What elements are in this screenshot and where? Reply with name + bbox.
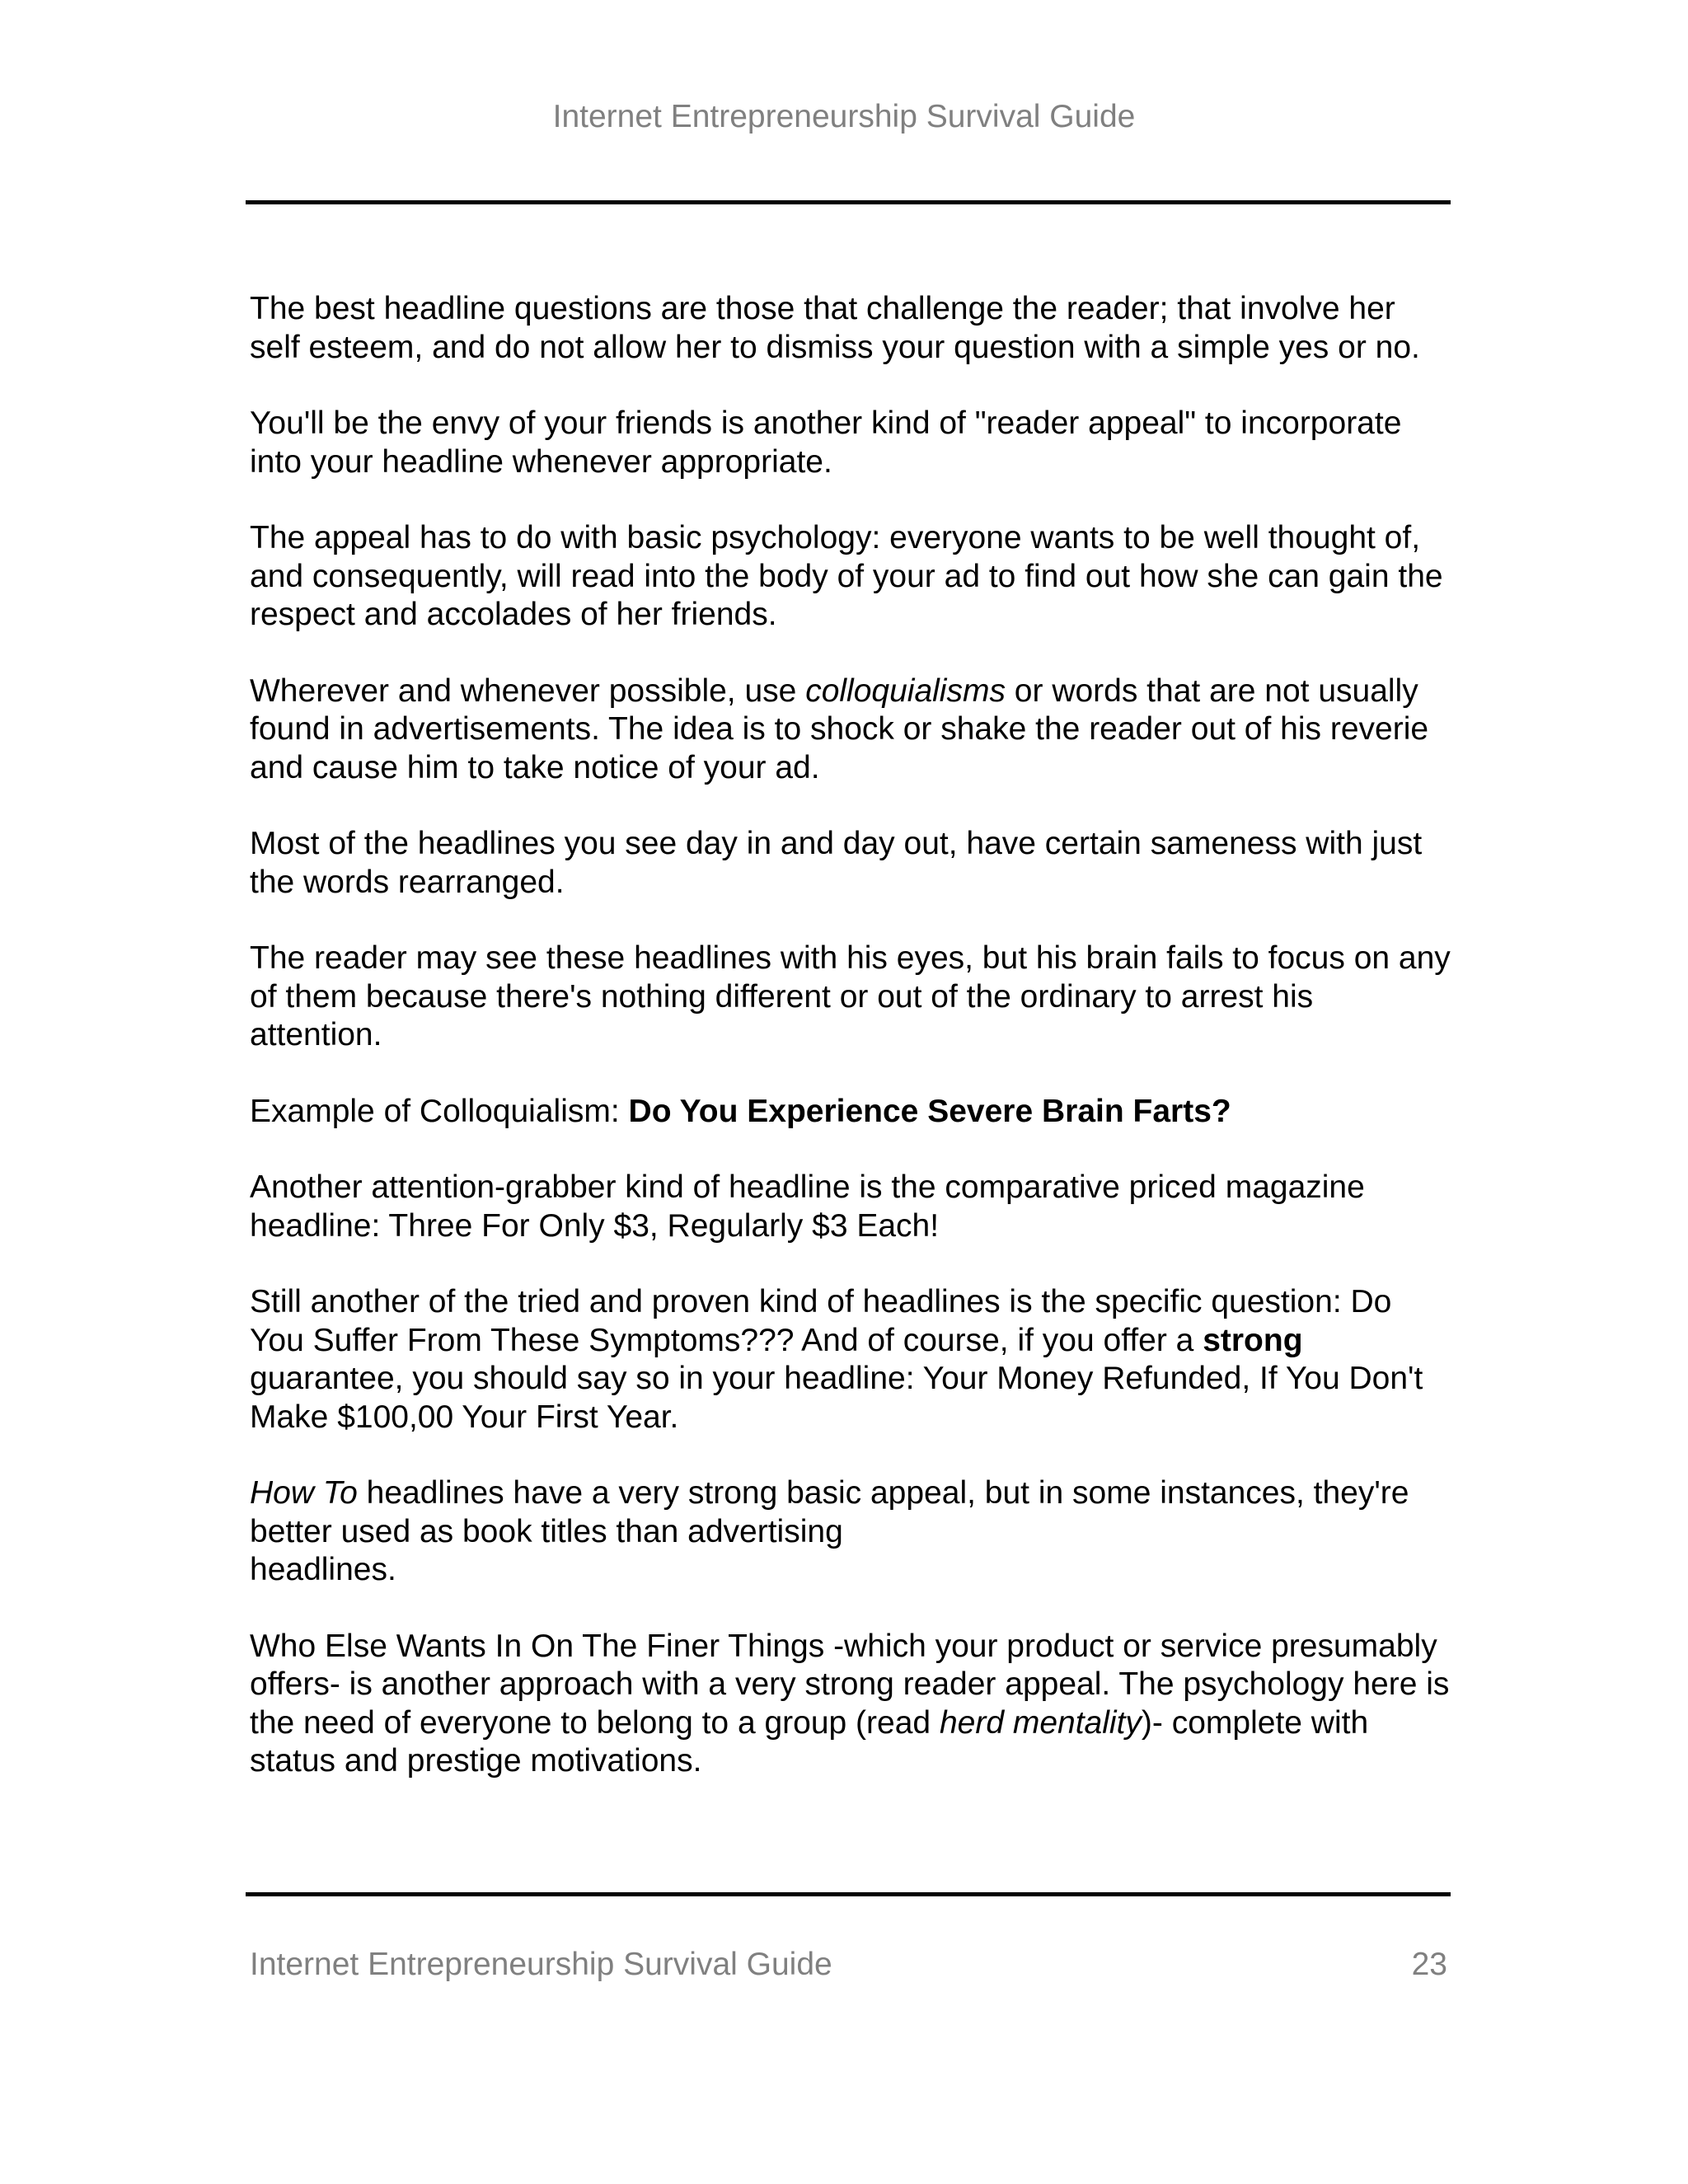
paragraph-8: Another attention-grabber kind of headline is the comparative priced magazine headline: Three For Only $3, Regularly $3 Each!	[250, 1169, 1365, 1244]
paragraph-4	[250, 673, 1453, 788]
paragraph-4-text-a: Wherever and whenever possible, use	[250, 673, 806, 709]
header-divider	[246, 200, 1451, 204]
page-number: 23	[1411, 1947, 1447, 1982]
paragraph-2: You'll be the envy of your friends is another kind of "reader appeal" to incorporate into your headline whenever appropriate.	[250, 405, 1402, 480]
paragraph-11-text-a: Who Else Wants In On The Finer Things -which your product or service presumably offers- is another approach with a very strong reader appeal. The psychology here is the need of everyone to belong to a group (read	[250, 1628, 1450, 1741]
paragraph-5: Most of the headlines you see day in and day out, have certain sameness with just the words rearranged.	[250, 826, 1423, 900]
paragraph-3: The appeal has to do with basic psychology: everyone wants to be well thought of, and consequently, will read into the body of your ad to find out how she can gain the respect and accolades of her friends.	[250, 520, 1443, 632]
paragraph-10	[250, 1474, 1453, 1590]
paragraph-7-text-a: Example of Colloquialism:	[250, 1093, 629, 1129]
page-body	[250, 290, 1453, 1819]
paragraph-9-text-a: Still another of the tried and proven kind of headlines is the specific question: Do You Suffer From These Symptoms??? And of course, if you offer a	[250, 1284, 1392, 1358]
footer-divider	[246, 1892, 1451, 1896]
paragraph-10-text-b: headlines have a very strong basic appeal, but in some instances, they're better used as book titles than advertising	[250, 1475, 1409, 1549]
paragraph-11-text-c: )- complete with status and prestige motivations.	[250, 1704, 1369, 1779]
paragraph-10-text-c: headlines.	[250, 1552, 396, 1587]
footer-title: Internet Entrepreneurship Survival Guide	[250, 1947, 832, 1982]
how-to-emphasis: How To	[250, 1475, 358, 1511]
paragraph-7	[250, 1093, 1453, 1132]
paragraph-1: The best headline questions are those that challenge the reader; that involve her self esteem, and do not allow her to dismiss your question with a simple yes or no.	[250, 291, 1420, 365]
example-headline-bold: Do You Experience Severe Brain Farts?	[628, 1093, 1231, 1129]
paragraph-9-text-c: guarantee, you should say so in your headline: Your Money Refunded, If You Don't Make $100,00 Your First Year.	[250, 1361, 1423, 1435]
paragraph-4-text-c: or words that are not usually found in advertisements. The idea is to shock or shake the reader out of his reverie and cause him to take notice of your ad.	[250, 673, 1429, 785]
paragraph-11	[250, 1628, 1453, 1781]
colloquialisms-emphasis: colloquialisms	[805, 673, 1006, 709]
paragraph-6: The reader may see these headlines with his eyes, but his brain fails to focus on any of them because there's nothing different or out of the ordinary to arrest his attention.	[250, 940, 1451, 1052]
strong-emphasis: strong	[1203, 1322, 1303, 1358]
herd-mentality-emphasis: herd mentality	[939, 1704, 1142, 1741]
paragraph-9	[250, 1283, 1453, 1436]
page-header-title: Internet Entrepreneurship Survival Guide	[552, 99, 1136, 134]
